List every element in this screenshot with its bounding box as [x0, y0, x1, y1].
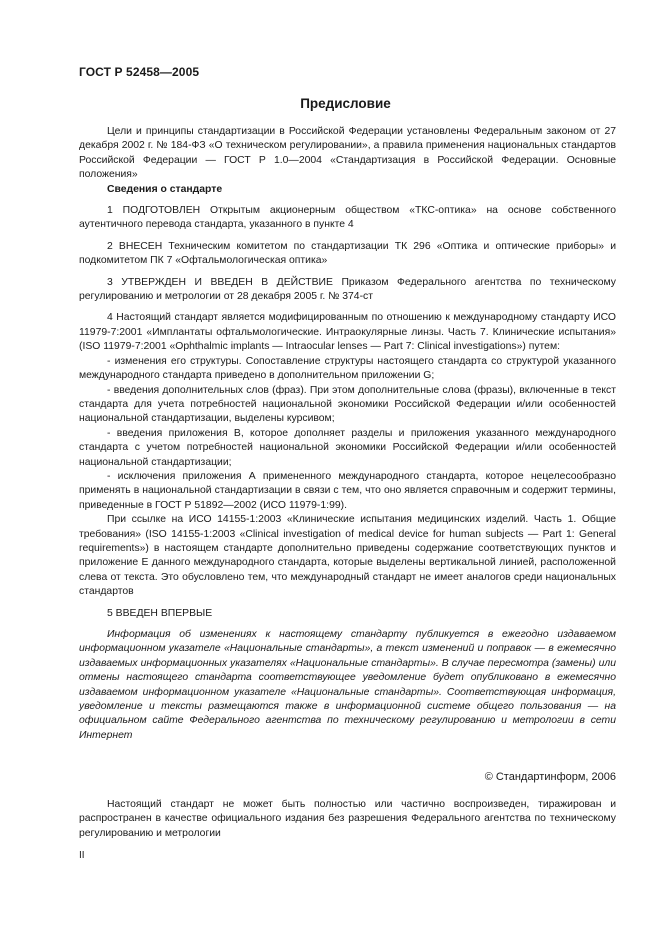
item-4-dash: - введения приложения В, которое дополняет разделы и приложения указанного международного стандарта с учетом потребностей национальной экономики Российской Федерации и/или особенностей национальной стандартизации;: [79, 427, 616, 468]
intro-paragraph: Цели и принципы стандартизации в Российской Федерации установлены Федеральным законом от 27 декабря 2002 г. № 184-ФЗ «О техническом регулировании», а правила применения национальных стандартов Российской Федерации — ГОСТ Р 1.0—2004 «Стандартизация в Российской Федерации. Основные положения»: [79, 126, 616, 181]
copyright: © Стандартинформ, 2006: [484, 771, 616, 783]
document-header: ГОСТ Р 52458—2005: [79, 65, 200, 79]
item-5: 5 ВВЕДЕН ВПЕРВЫЕ: [107, 607, 213, 619]
item-4: 4 Настоящий стандарт является модифицированным по отношению к международному стандарту ИСО 11979-7:2001 «Имплантаты офтальмологические. Интраокулярные линзы. Часть 7. Клинические испытания» (ISO 11979-7:2001 «Ophthalmic implants — Intraocular lenses — Part 7: Clinical investigations») путем:: [79, 312, 616, 353]
item-1: 1 ПОДГОТОВЛЕН Открытым акционерным обществом «ТКС-оптика» на основе собственного аутентичного перевода стандарта, указанного в пункте 4: [79, 205, 616, 231]
reproduction-notice: Настоящий стандарт не может быть полностью или частично воспроизведен, тиражирован и распространен в качестве официального издания без разрешения Федерального агентства по техническому регулированию и метрологии: [79, 799, 616, 839]
info-paragraph: Информация об изменениях к настоящему стандарту публикуется в ежегодно издаваемом информационном указателе «Национальные стандарты», а текст изменений и поправок — в ежемесячно издаваемых информационных указателях «Национальные стандарты». В случае пересмотра (замены) или отмены настоящего стандарта соответствующее уведомление будет опубликовано в ежемесячно издаваемом информационном указателе «Национальные стандарты». Соответствующая информация, уведомление и тексты размещаются также в информационной системе общего пользования — на официальном сайте Федерального агентства по техническому регулированию и метрологии в сети Интернет: [79, 629, 616, 741]
item-2: 2 ВНЕСЕН Техническим комитетом по стандартизации ТК 296 «Оптика и оптические приборы» и подкомитетом ПК 7 «Офтальмологическая оптика»: [79, 240, 616, 267]
item-4-dash: - введения дополнительных слов (фраз). При этом дополнительные слова (фразы), включенные в текст стандарта для учета потребностей национальной экономики Российской Федерации и/или особенностей национальной стандартизации, выделены курсивом;: [79, 384, 616, 425]
page-title: Предисловие: [300, 96, 391, 111]
preface-body: [79, 125, 616, 743]
item-3: 3 УТВЕРЖДЕН И ВВЕДЕН В ДЕЙСТВИЕ Приказом Федерального агентства по техническому регулированию и метрологии от 28 декабря 2005 г. № 374-ст: [79, 276, 616, 303]
page-number: II: [79, 850, 85, 861]
item-4-dash: - изменения его структуры. Сопоставление структуры настоящего стандарта со структурой указанного международного стандарта приведено в дополнительном приложении G;: [79, 355, 616, 382]
about-heading: Сведения о стандарте: [107, 183, 223, 195]
item-4-reference: При ссылке на ИСО 14155-1:2003 «Клинические испытания медицинских изделий. Часть 1. Общие требования» (ISO 14155-1:2003 «Clinical investigation of medical device for human subjects — Part 1: General requirements») в настоящем стандарте дополнительно приведены содержание соответствующих пунктов и приложение Е данного международного стандарта, которые выделены вертикальной линией, расположенной слева от текста. Это обусловлено тем, что международный стандарт не имеет аналогов среди национальных стандартов: [79, 514, 616, 598]
item-4-dash: - исключения приложения А примененного международного стандарта, которое нецелесообразно применять в национальной стандартизации в связи с тем, что оно является справочным и содержит термины, приведенные в ГОСТ Р 51892—2002 (ИСО 11979-1:99).: [79, 470, 616, 511]
